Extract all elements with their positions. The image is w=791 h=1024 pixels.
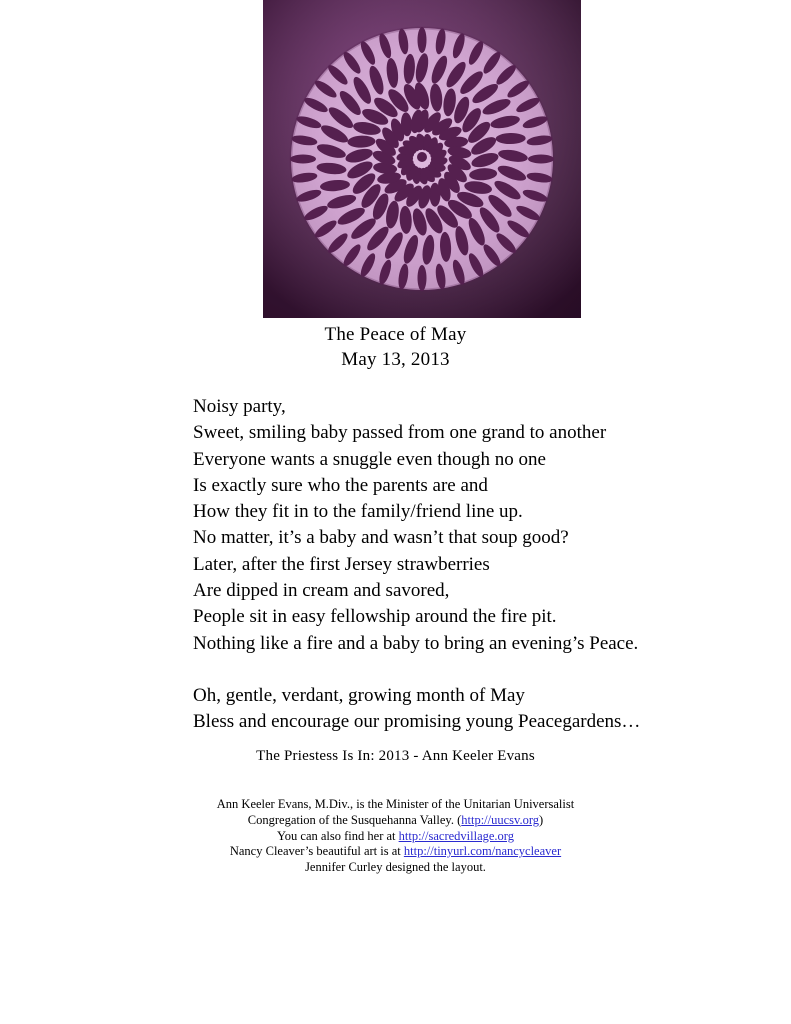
poem-body (193, 394, 733, 736)
poem-line: Later, after the first Jersey strawberries (193, 553, 490, 575)
stanza-break (193, 657, 733, 683)
footer-line-layout (0, 860, 791, 876)
poem-line: No matter, it’s a baby and wasn’t that soup good? (193, 527, 569, 549)
sacredvillage-link[interactable]: http://sacredvillage.org (398, 828, 514, 843)
footer-block (0, 797, 791, 876)
page-title: The Peace of May (324, 324, 467, 345)
footer-text: Jennifer Curley designed the layout. (305, 860, 486, 875)
poem-line: Everyone wants a snuggle even though no one (193, 448, 546, 470)
series-credit: The Priestess Is In: 2013 - Ann Keeler Evans (256, 748, 535, 764)
title-block (0, 322, 791, 372)
poem-line: People sit in easy fellowship around the fire pit. (193, 606, 557, 628)
poem-line: Bless and encourage our promising young Peacegardens… (193, 711, 641, 733)
poem-line: Are dipped in cream and savored, (193, 580, 450, 602)
footer-line-sacredvillage (0, 829, 791, 845)
footer-text: Ann Keeler Evans, M.Div., is the Minister of the Unitarian Universalist (216, 797, 575, 811)
nancycleaver-link[interactable]: http://tinyurl.com/nancycleaver (403, 844, 562, 859)
poem-line: Nothing like a fire and a baby to bring an evening’s Peace. (193, 632, 639, 654)
page-date: May 13, 2013 (341, 349, 450, 370)
poem-line: Oh, gentle, verdant, growing month of May (193, 684, 525, 706)
footer-line-congregation (0, 813, 791, 829)
poem-line: Sweet, smiling baby passed from one grand to another (193, 422, 607, 444)
footer-text: ) (539, 812, 544, 827)
footer-line-minister (0, 797, 791, 813)
footer-text: Nancy Cleaver’s beautiful art is at (229, 844, 404, 859)
uucsv-link[interactable]: http://uucsv.org (461, 812, 540, 827)
mandala-artwork (263, 0, 581, 318)
footer-text: You can also find her at (277, 828, 399, 843)
footer-text: Congregation of the Susquehanna Valley. ( (247, 812, 462, 827)
poem-line: Noisy party, (193, 396, 286, 417)
poem-line: How they fit in to the family/friend line up. (193, 501, 523, 523)
mandala-icon (263, 0, 581, 318)
poem-line: Is exactly sure who the parents are and (193, 474, 488, 496)
footer-line-artist (0, 844, 791, 860)
